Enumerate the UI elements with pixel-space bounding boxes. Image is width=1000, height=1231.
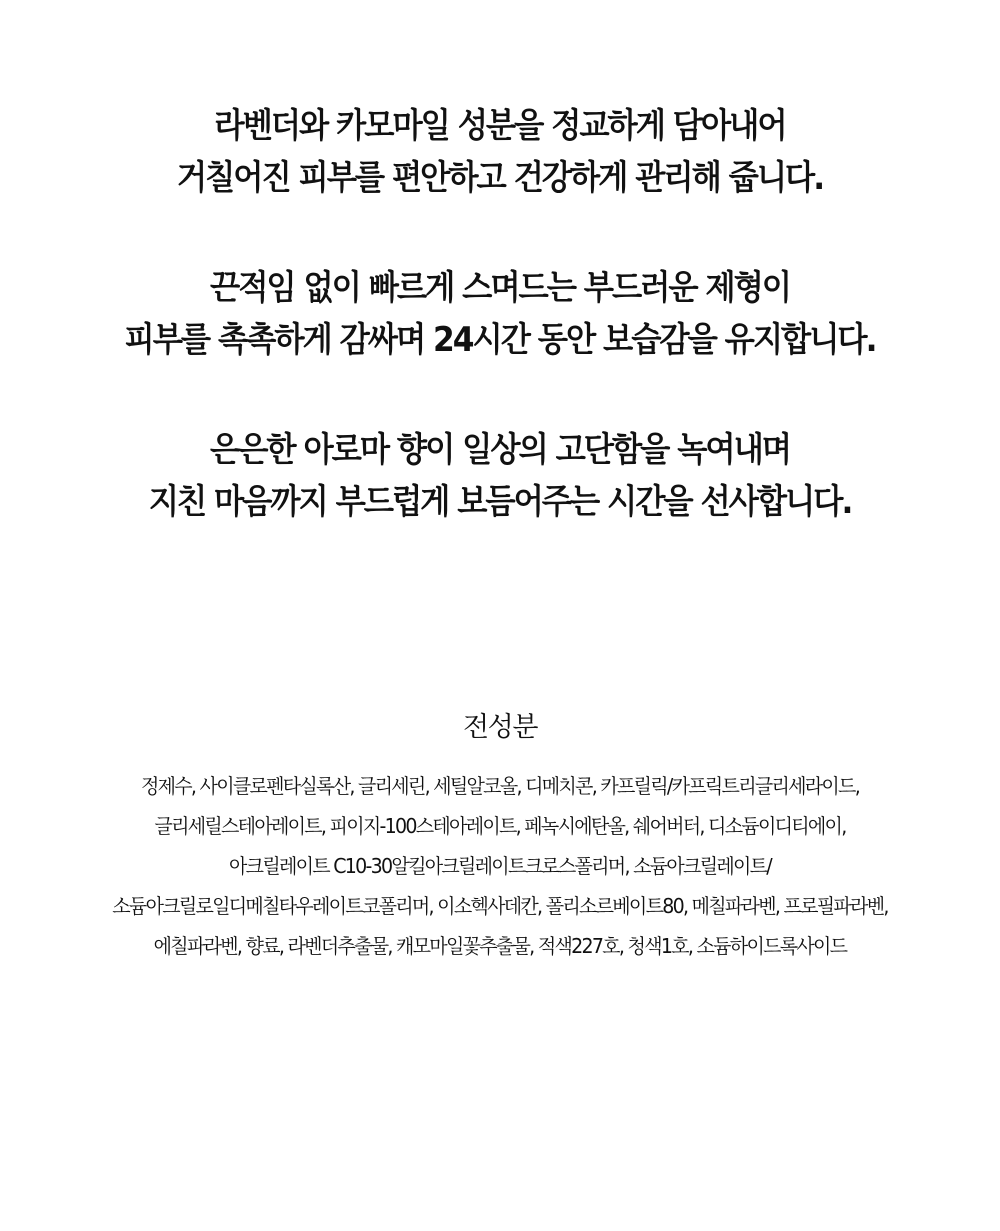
ingredients-section: [0, 708, 1000, 966]
ingredient-line: 소듐아크릴로일디메칠타우레이트코폴리머, 이소헥사데칸, 폴리소르베이트80, 메칠파라벤, 프로필파라벤,: [112, 894, 888, 918]
description-line: 거칠어진 피부를 편안하고 건강하게 관리해 줍니다.: [176, 158, 824, 198]
ingredient-line: 글리세릴스테아레이트, 피이지-100스테아레이트, 페녹시에탄올, 쉐어버터, 디소듐이디티에이,: [154, 814, 846, 838]
description-line: 지친 마음까지 부드럽게 보듬어주는 시간을 선사합니다.: [148, 482, 852, 522]
ingredient-line: 에칠파라벤, 향료, 라벤더추출물, 캐모마일꽃추출물, 적색227호, 청색1호, 소듐하이드록사이드: [153, 934, 847, 958]
description-paragraph: [0, 262, 1000, 366]
ingredient-line: 아크릴레이트 C10-30알킬아크릴레이트크로스폴리머, 소듐아크릴레이트/: [229, 854, 771, 878]
description-line: 피부를 촉촉하게 감싸며 24시간 동안 보습감을 유지합니다.: [124, 320, 876, 360]
description-line: 은은한 아로마 향이 일상의 고단함을 녹여내며: [209, 430, 790, 470]
description-paragraph: [0, 424, 1000, 528]
description-line: 끈적임 없이 빠르게 스며드는 부드러운 제형이: [209, 268, 790, 308]
product-description: [0, 100, 1000, 586]
ingredient-line: 정제수, 사이클로펜타실록산, 글리세린, 세틸알코올, 디메치콘, 카프릴릭/카프릭트리글리세라이드,: [140, 774, 860, 798]
ingredients-title: 전성분: [462, 712, 538, 743]
description-line: 라벤더와 카모마일 성분을 정교하게 담아내어: [214, 106, 786, 146]
description-paragraph: [0, 100, 1000, 204]
